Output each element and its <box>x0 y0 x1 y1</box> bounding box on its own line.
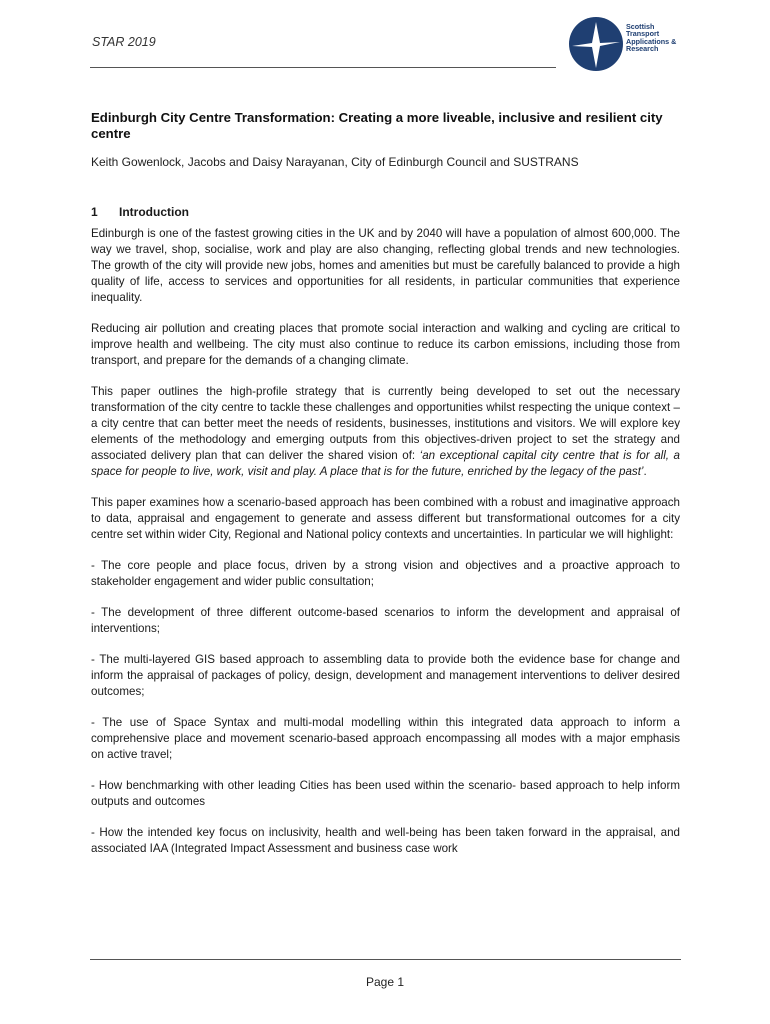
paragraph: Reducing air pollution and creating places that promote social interaction and walking and cycling are critical to improve health and wellbeing. The city must also continue to reduce its carbon emissions, including those from transport, and prepare for the demands of a changing climate. <box>91 322 680 367</box>
bullet-item: - The use of Space Syntax and multi-modal modelling within this integrated data approach to inform a comprehensive place and movement scenario-based approach encompassing all modes with a major emphasis on active travel; <box>91 716 680 761</box>
vision-quote: ‘an exceptional capital city centre that is for all, a space for people to live, work, visit and play. A place that is for the future, enriched by the legacy of the past’ <box>91 449 680 478</box>
body-text <box>91 226 680 872</box>
footer-divider <box>90 959 681 960</box>
bullet-item: - The development of three different outcome-based scenarios to inform the development and appraisal of interventions; <box>91 606 680 635</box>
authors-line: Keith Gowenlock, Jacobs and Daisy Narayanan, City of Edinburgh Council and SUSTRANS <box>91 155 579 169</box>
logo-globe-icon <box>566 16 626 72</box>
section-number: 1 <box>91 205 98 219</box>
section-title: Introduction <box>119 205 189 219</box>
header-divider <box>90 67 556 68</box>
page-number: Page 1 <box>366 975 405 989</box>
paper-title: Edinburgh City Centre Transformation: Creating a more liveable, inclusive and resilient city centre <box>91 110 663 141</box>
bullet-item: - How the intended key focus on inclusivity, health and well-being has been taken forward in the appraisal, and associated IAA (Integrated Impact Assessment and business case work <box>91 826 680 855</box>
star-logo <box>566 16 686 72</box>
logo-wordmark: Scottish Transport Applications & Research <box>626 22 677 54</box>
bullet-item: - The multi-layered GIS based approach to assembling data to provide both the evidence base for change and inform the appraisal of packages of policy, design, development and management interventions to deliver desired outcomes; <box>91 653 680 698</box>
paragraph: This paper examines how a scenario-based approach has been combined with a robust and imaginative approach to data, appraisal and engagement to generate and assess different but transformational outcomes for a city centre set within wider City, Regional and National policy contexts and uncertainties. In particular we will highlight: <box>91 496 680 541</box>
section-heading <box>91 205 189 219</box>
paragraph: Edinburgh is one of the fastest growing cities in the UK and by 2040 will have a population of almost 600,000. The way we travel, shop, socialise, work and play are also changing, reflecting global trends and new technologies. The growth of the city will provide new jobs, homes and amenities but must be carefully balanced to provide a high quality of life, access to services and opportunities for all residents, in particular communities that experience inequality. <box>91 227 680 304</box>
header-label: STAR 2019 <box>92 35 156 49</box>
bullet-item: - The core people and place focus, driven by a strong vision and objectives and a proactive approach to stakeholder engagement and wider public consultation; <box>91 559 680 588</box>
bullet-item: - How benchmarking with other leading Cities has been used within the scenario- based approach to help inform outputs and outcomes <box>91 779 680 808</box>
paragraph: This paper outlines the high-profile strategy that is currently being developed to set out the necessary transformation of the city centre to tackle these challenges and opportunities whilst respecting the unique context – a city centre that can better meet the needs of residents, businesses, institutions and visitors. We will explore key elements of the methodology and emerging outputs from this objectives-driven project to set the strategy and associated delivery plan that can deliver the shared vision of: ‘an exceptional capital city centre that is for all, a space for people to live, work, visit and play. A place that is for the future, enriched by the legacy of the past’. <box>91 385 680 478</box>
